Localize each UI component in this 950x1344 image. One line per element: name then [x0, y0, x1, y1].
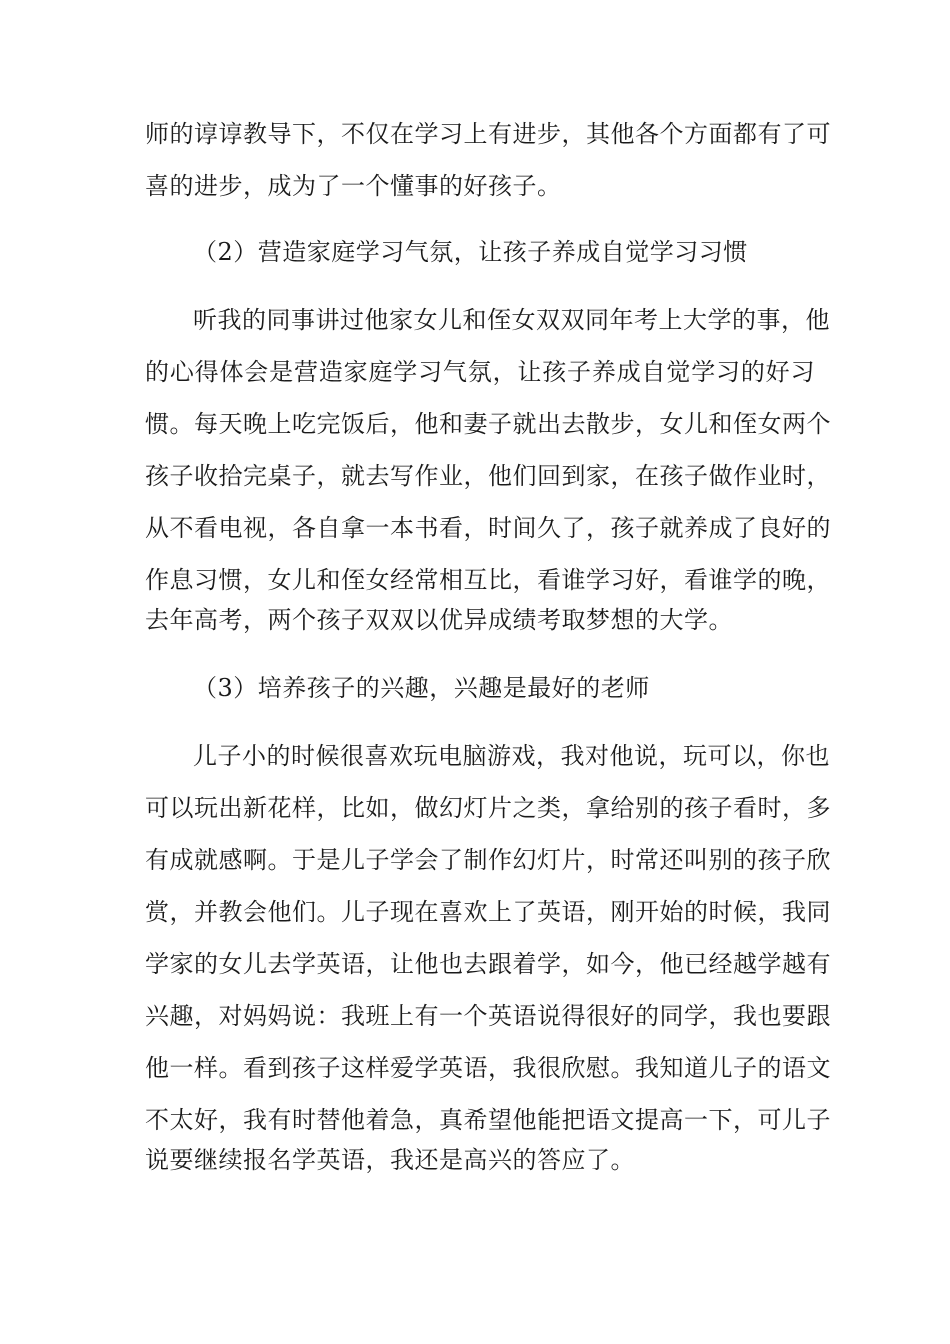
paragraph-line: 赏，并教会他们。儿子现在喜欢上了英语，刚开始的时候，我同: [145, 898, 831, 926]
paragraph-line: 不太好，我有时替他着急，真希望他能把语文提高一下，可儿子: [145, 1106, 831, 1134]
paragraph-line: 孩子收拾完桌子，就去写作业，他们回到家，在孩子做作业时，: [145, 462, 831, 490]
paragraph-line: 听我的同事讲过他家女儿和侄女双双同年考上大学的事，他: [193, 306, 830, 334]
paragraph-line: 可以玩出新花样，比如，做幻灯片之类，拿给别的孩子看时，多: [145, 794, 831, 822]
paragraph-line: 从不看电视，各自拿一本书看，时间久了，孩子就养成了良好的: [145, 514, 831, 542]
paragraph-line: 有成就感啊。于是儿子学会了制作幻灯片，时常还叫别的孩子欣: [145, 846, 831, 874]
paragraph-line: 喜的进步，成为了一个懂事的好孩子。: [145, 172, 562, 200]
paragraph-line: 兴趣，对妈妈说：我班上有一个英语说得很好的同学，我也要跟: [145, 1002, 831, 1030]
paragraph-line: 的心得体会是营造家庭学习气氛，让孩子养成自觉学习的好习: [145, 358, 815, 386]
paragraph-line: 师的谆谆教导下，不仅在学习上有进步，其他各个方面都有了可: [145, 120, 831, 148]
paragraph-line: 他一样。看到孩子这样爱学英语，我很欣慰。我知道儿子的语文: [145, 1054, 831, 1082]
paragraph-line: 去年高考，两个孩子双双以优异成绩考取梦想的大学。: [145, 606, 733, 634]
section-heading: （2）营造家庭学习气氛，让孩子养成自觉学习习惯: [193, 238, 748, 266]
paragraph-line: 儿子小的时候很喜欢玩电脑游戏，我对他说，玩可以，你也: [193, 742, 830, 770]
paragraph-line: 惯。每天晚上吃完饭后，他和妻子就出去散步，女儿和侄女两个: [145, 410, 831, 438]
paragraph-line: 作息习惯，女儿和侄女经常相互比，看谁学习好，看谁学的晚，: [145, 566, 831, 594]
paragraph-line: 说要继续报名学英语，我还是高兴的答应了。: [145, 1146, 635, 1174]
section-heading: （3）培养孩子的兴趣，兴趣是最好的老师: [193, 674, 650, 702]
paragraph-line: 学家的女儿去学英语，让他也去跟着学，如今，他已经越学越有: [145, 950, 831, 978]
